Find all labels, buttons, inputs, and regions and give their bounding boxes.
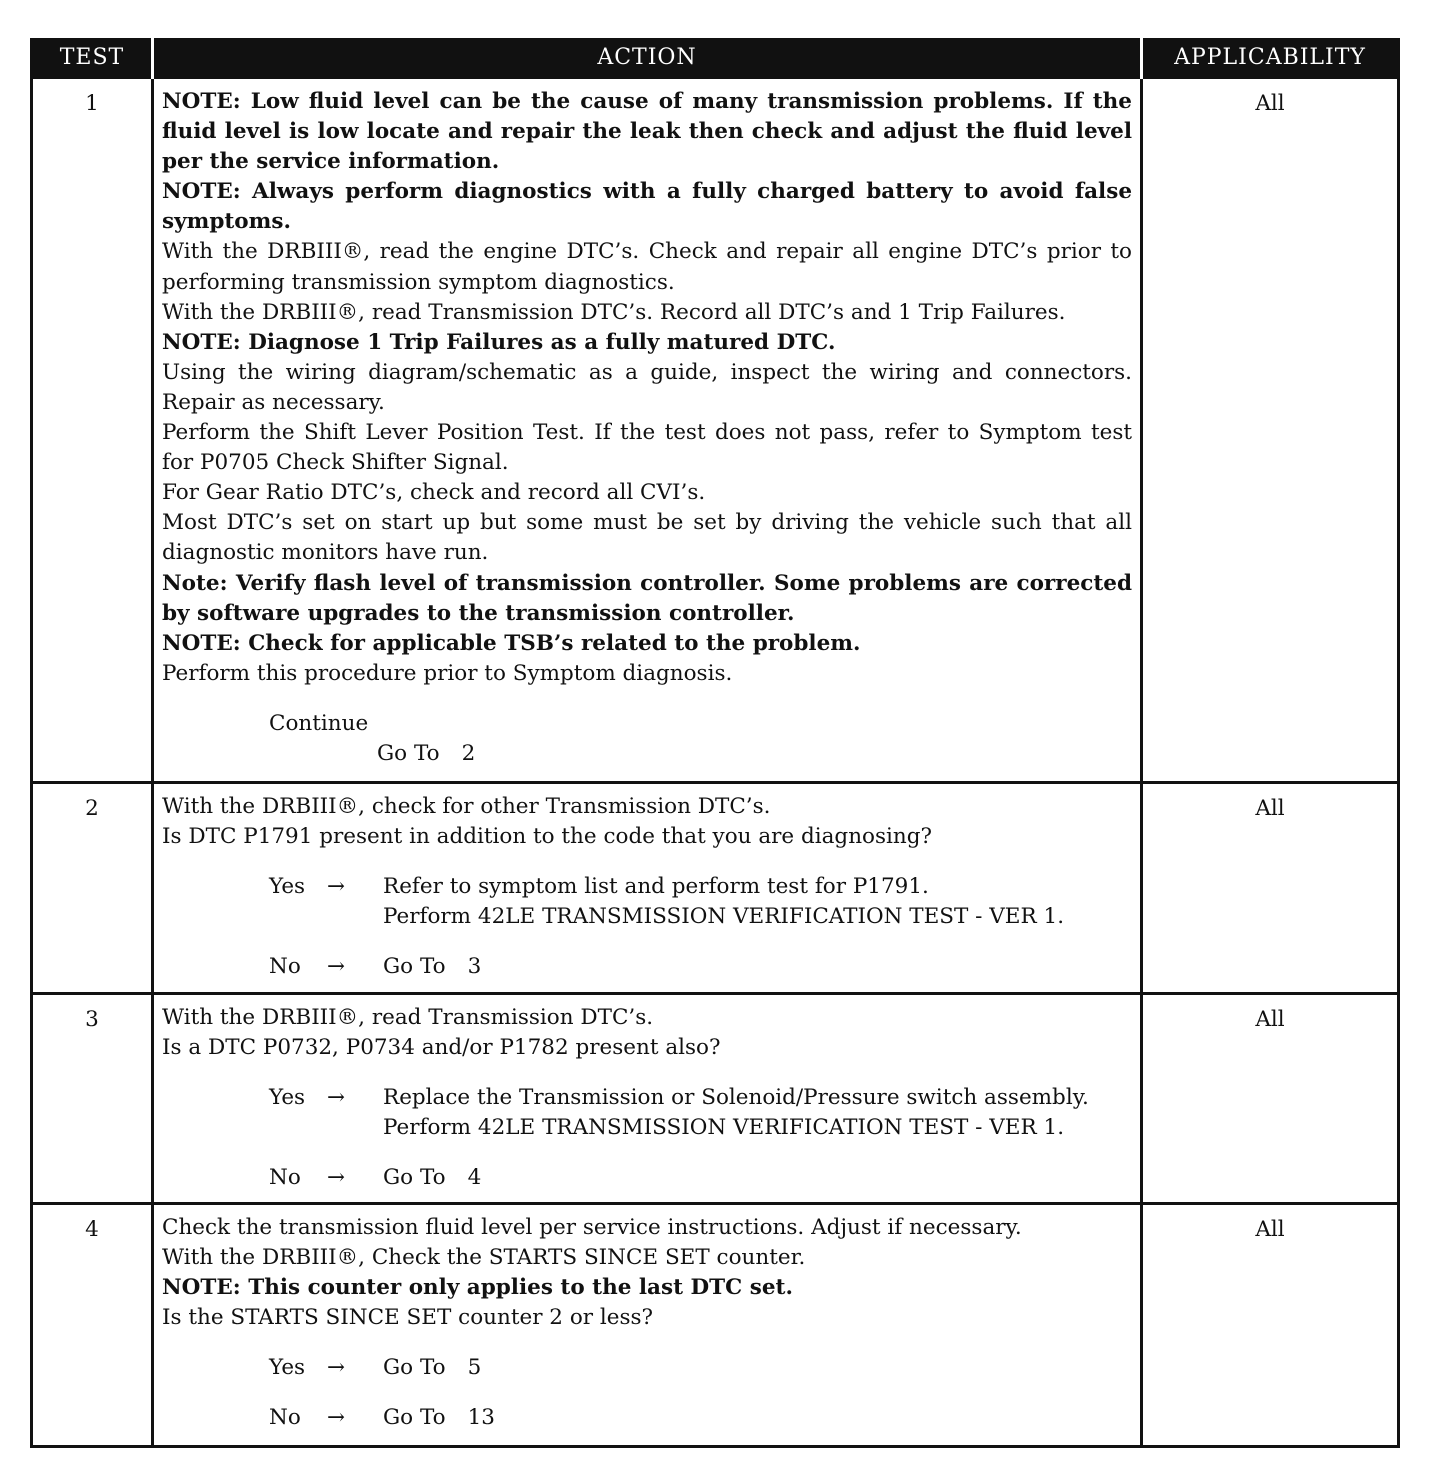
yes-option <box>269 1353 1132 1383</box>
goto-label: Go To <box>383 1355 446 1381</box>
test-number: 3 <box>32 994 153 1204</box>
diagnostic-table <box>30 38 1400 1448</box>
note-line: NOTE: Low fluid level can be the cause of many transmission problems. If the fluid level is low locate and repair the leak then check and adjust the fluid level per the service information. <box>162 89 1132 175</box>
goto-value: 3 <box>467 954 482 980</box>
test-row-3 <box>32 994 1399 1204</box>
header-row <box>32 38 1399 78</box>
result-line: Perform 42LE TRANSMISSION VERIFICATION TEST - VER 1. <box>383 1115 1065 1141</box>
yes-label: Yes <box>269 874 306 900</box>
arrow-icon: → <box>327 1405 346 1431</box>
action-line: Is a DTC P0732, P0734 and/or P1782 present also? <box>162 1035 721 1061</box>
no-label: No <box>269 1405 301 1431</box>
result-line: Replace the Transmission or Solenoid/Pressure switch assembly. <box>383 1085 1089 1111</box>
no-result <box>383 1403 1132 1433</box>
note-line: NOTE: Always perform diagnostics with a fully charged battery to avoid false symptoms. <box>162 179 1132 235</box>
action-line: With the DRBIII®, read the engine DTC’s. Check and repair all engine DTC’s prior to performing transmission symptom diagnostics. <box>162 239 1132 295</box>
yes-result <box>383 1083 1132 1143</box>
action-cell <box>153 78 1142 783</box>
goto-target <box>377 739 1132 769</box>
no-option <box>269 1403 1132 1433</box>
applicability-value: All <box>1142 783 1399 994</box>
test-number: 1 <box>32 78 153 783</box>
applicability-value: All <box>1142 78 1399 783</box>
test-row-4 <box>32 1204 1399 1447</box>
arrow-icon: → <box>327 1355 346 1381</box>
result-line: Refer to symptom list and perform test for P1791. <box>383 874 929 900</box>
note-line: NOTE: Diagnose 1 Trip Failures as a fully matured DTC. <box>162 329 836 355</box>
arrow-icon: → <box>327 874 346 900</box>
action-line: For Gear Ratio DTC’s, check and record all CVI’s. <box>162 480 706 506</box>
applicability-value: All <box>1142 1204 1399 1447</box>
header-applicability: APPLICABILITY <box>1142 38 1399 78</box>
action-line: Using the wiring diagram/schematic as a guide, inspect the wiring and connectors. Repair as necessary. <box>162 359 1132 415</box>
action-line: With the DRBIII®, Check the STARTS SINCE SET counter. <box>162 1245 806 1271</box>
action-line: With the DRBIII®, read Transmission DTC’s. Record all DTC’s and 1 Trip Failures. <box>162 299 1066 325</box>
header-action: ACTION <box>153 38 1142 78</box>
note-line: NOTE: Check for applicable TSB’s related to the problem. <box>162 630 861 656</box>
arrow-icon: → <box>327 1085 346 1111</box>
arrow-icon: → <box>327 954 346 980</box>
no-result <box>383 1163 1132 1193</box>
result-line: Perform 42LE TRANSMISSION VERIFICATION TEST - VER 1. <box>383 904 1065 930</box>
yes-label: Yes <box>269 1085 306 1111</box>
no-option <box>269 952 1132 982</box>
note-line: NOTE: This counter only applies to the last DTC set. <box>162 1275 793 1301</box>
action-line: Is the STARTS SINCE SET counter 2 or less? <box>162 1305 654 1331</box>
yes-result <box>383 872 1132 932</box>
no-option <box>269 1163 1132 1193</box>
action-cell <box>153 1204 1142 1447</box>
action-line: With the DRBIII®, check for other Transmission DTC’s. <box>162 794 771 819</box>
action-line: Check the transmission fluid level per service instructions. Adjust if necessary. <box>162 1215 1022 1240</box>
test-row-1 <box>32 78 1399 783</box>
note-line: Note: Verify flash level of transmission controller. Some problems are corrected by software upgrades to the transmission controller. <box>162 570 1132 626</box>
goto-label: Go To <box>383 1405 446 1431</box>
goto-value: 13 <box>467 1405 495 1431</box>
goto-label: Go To <box>383 954 446 980</box>
arrow-icon: → <box>327 1165 346 1191</box>
test-number: 4 <box>32 1204 153 1447</box>
action-line: Perform the Shift Lever Position Test. If the test does not pass, refer to Symptom test for P0705 Check Shifter Signal. <box>162 420 1132 476</box>
applicability-value: All <box>1142 994 1399 1204</box>
test-number: 2 <box>32 783 153 994</box>
action-cell <box>153 994 1142 1204</box>
action-line: Most DTC’s set on start up but some must be set by driving the vehicle such that all diagnostic monitors have run. <box>162 510 1132 566</box>
action-cell <box>153 783 1142 994</box>
goto-label: Go To <box>377 740 440 766</box>
action-line: Perform this procedure prior to Symptom diagnosis. <box>162 660 733 686</box>
goto-label: Go To <box>383 1165 446 1191</box>
no-label: No <box>269 954 301 980</box>
header-test: TEST <box>32 38 153 78</box>
goto-value: 5 <box>467 1355 482 1381</box>
action-line: With the DRBIII®, read Transmission DTC’s. <box>162 1005 654 1030</box>
goto-value: 4 <box>467 1165 482 1191</box>
continue-label: Continue <box>269 710 369 736</box>
diagnostic-table-page <box>30 38 1397 1448</box>
yes-label: Yes <box>269 1355 306 1381</box>
yes-option <box>269 1083 1132 1143</box>
test-row-2 <box>32 783 1399 994</box>
continue-option <box>269 709 1132 769</box>
yes-option <box>269 872 1132 932</box>
no-label: No <box>269 1165 301 1191</box>
no-result <box>383 952 1132 982</box>
action-line: Is DTC P1791 present in addition to the code that you are diagnosing? <box>162 824 933 850</box>
yes-result <box>383 1353 1132 1383</box>
goto-value: 2 <box>461 740 476 766</box>
